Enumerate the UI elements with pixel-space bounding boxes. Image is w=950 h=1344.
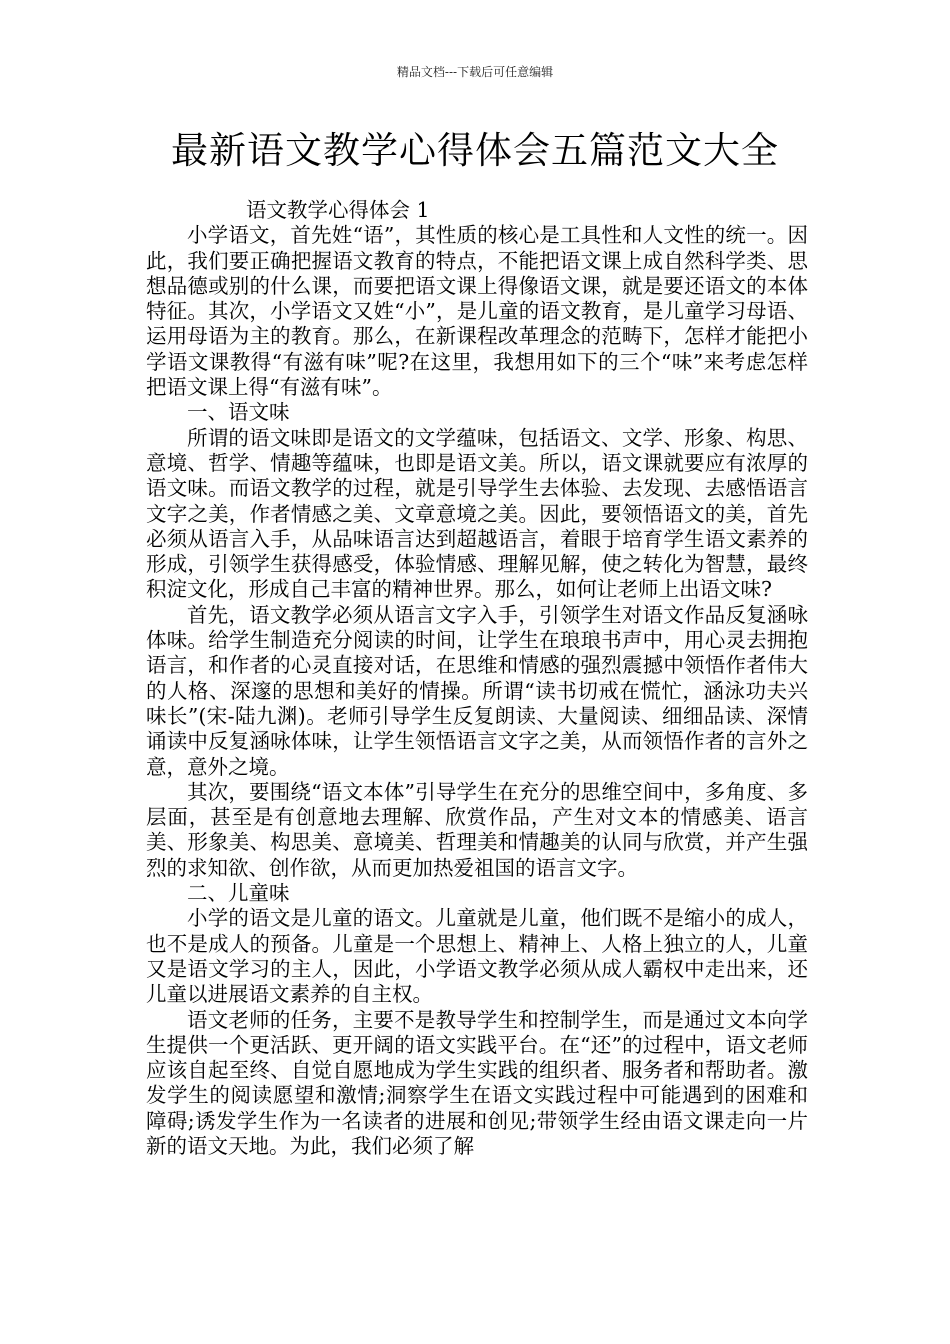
section-heading-child-flavor: 二、儿童味 — [187, 881, 290, 906]
section-heading-language-flavor: 一、语文味 — [187, 400, 290, 425]
page-header: 精品文档---下载后可任意编辑 — [396, 65, 554, 79]
article-subheading: 语文教学心得体会 1 — [246, 198, 430, 222]
paragraph: 其次，要围绕“语文本体”引导学生在充分的思维空间中，多角度、多层面，甚至是有创意地去理解、欣赏作品，产生对文本的情感美、语言美、形象美、构思美、意境美、哲理美和情趣美的认同与欣赏，并产生强烈的求知欲、创作欲，从而更加热爱祖国的语言文字。 — [146, 779, 808, 880]
paragraph: 语文老师的任务，主要不是教导学生和控制学生，而是通过文本向学生提供一个更活跃、更开阔的语文实践平台。在“还”的过程中，语文老师应该自起至终、自觉自愿地成为学生实践的组织者、服务者和帮助者。激发学生的阅读愿望和激情;洞察学生在语文实践过程中可能遇到的困难和障碍;诱发学生作为一名读者的进展和创见;带领学生经由语文课走向一片新的语文天地。为此，我们必须了解 — [146, 1007, 808, 1158]
paragraph: 小学的语文是儿童的语文。儿童就是儿童，他们既不是缩小的成人，也不是成人的预备。儿童是一个思想上、精神上、人格上独立的人，儿童又是语文学习的主人，因此，小学语文教学必须从成人霸权中走出来，还儿童以进展语文素养的自主权。 — [146, 906, 808, 1007]
document-body — [146, 198, 808, 1159]
paragraph-intro: 小学语文，首先姓“语”，其性质的核心是工具性和人文性的统一。因此，我们要正确把握语文教育的特点，不能把语文课上成自然科学类、思想品德或别的什么课，而要把语文课上得像语文课，就是要还语文的本体特征。其次，小学语文又姓“小”，是儿童的语文教育，是儿童学习母语、运用母语为主的教育。那么，在新课程改革理念的范畴下，怎样才能把小学语文课教得“有滋有味”呢?在这里，我想用如下的三个“味”来考虑怎样把语文课上得“有滋有味”。 — [146, 223, 808, 400]
document-title: 最新语文教学心得体会五篇范文大全 — [171, 129, 779, 172]
paragraph: 所谓的语文味即是语文的文学蕴味，包括语文、文学、形象、构思、意境、哲学、情趣等蕴味，也即是语文美。所以，语文课就要应有浓厚的语文味。而语文教学的过程，就是引导学生去体验、去发现、去感悟语言文字之美，作者情感之美、文章意境之美。因此，要领悟语文的美，首先必须从语言入手，从品味语言达到超越语言，着眼于培育学生语文素养的形成，引领学生获得感受，体验情感、理解见解，使之转化为智慧，最终积淀文化，形成自己丰富的精神世界。那么，如何让老师上出语文味? — [146, 425, 808, 602]
paragraph: 首先，语文教学必须从语言文字入手，引领学生对语文作品反复涵咏体味。给学生制造充分阅读的时间，让学生在琅琅书声中，用心灵去拥抱语言，和作者的心灵直接对话，在思维和情感的强烈震撼中领悟作者伟大的人格、深邃的思想和美好的情操。所谓“读书切戒在慌忙，涵泳功夫兴味长”(宋-陆九渊)。老师引导学生反复朗读、大量阅读、细细品读、深情诵读中反复涵咏体味，让学生领悟语言文字之美，从而领悟作者的言外之意，意外之境。 — [146, 602, 808, 779]
